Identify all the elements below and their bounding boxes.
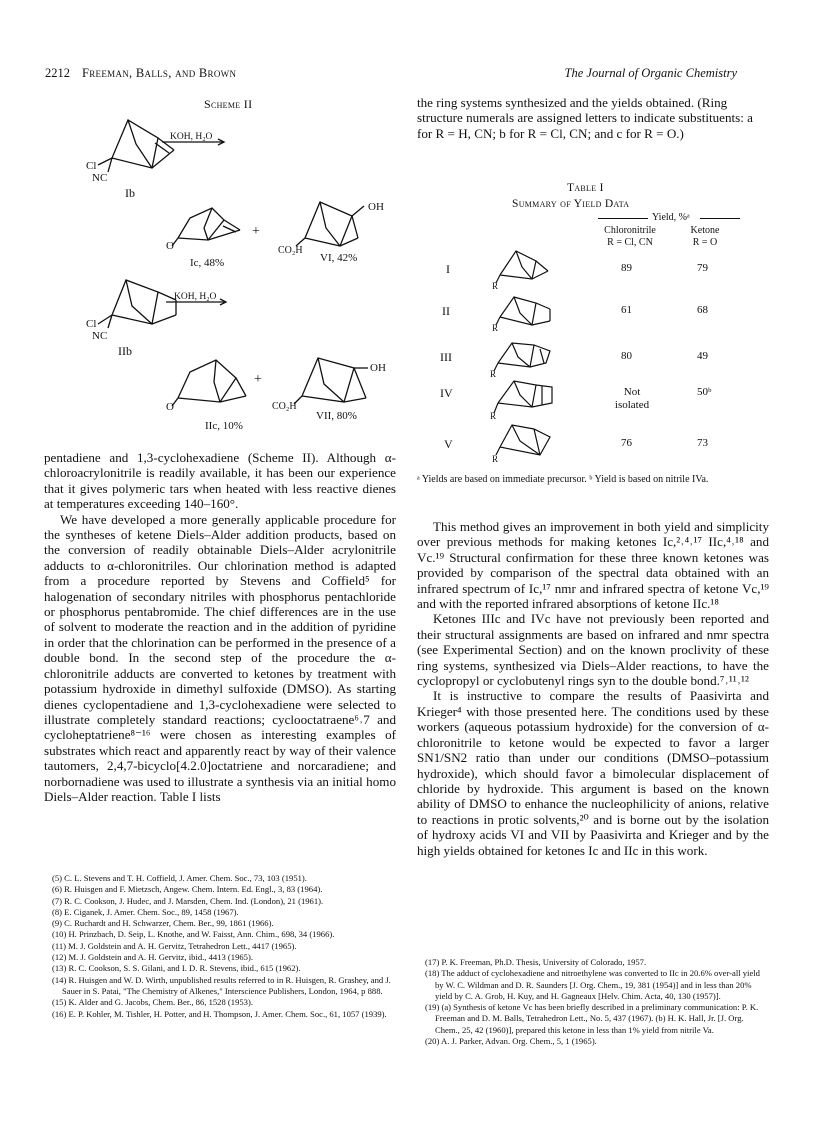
label-nc-bottom: NC	[92, 330, 108, 342]
structure-iib	[98, 280, 176, 328]
structure-ic	[172, 208, 240, 246]
footnote: (10) H. Prinzbach, D. Seip, L. Knothe, and W. Faisst, Ann. Chim., 698, 34 (1966).	[52, 929, 335, 940]
yield-header-rule-left	[598, 218, 648, 219]
label-cl-top: Cl	[86, 160, 97, 172]
right-intro-paragraph: the ring systems synthesized and the yields obtained. (Ring structure numerals are assigned letters to indicate substituents: a for R = H, CN; b for R = Cl, CN; and c for R = O.)	[417, 95, 753, 141]
row-numeral: I	[446, 262, 450, 276]
journal-title: The Journal of Organic Chemistry	[564, 66, 737, 80]
cell-ketone: 68	[697, 304, 708, 316]
footnote: (17) P. K. Freeman, Ph.D. Thesis, University of Colorado, 1957.	[425, 957, 647, 967]
table-title: Table I	[567, 182, 604, 194]
footnote: (8) E. Ciganek, J. Amer. Chem. Soc., 89, 1458 (1967).	[52, 906, 239, 917]
label-co2h-vii: CO₂H	[272, 401, 297, 412]
label-ic-yield: Ic, 48%	[190, 257, 225, 269]
structure-vii	[294, 358, 368, 404]
yield-header: Yield, %ᵃ	[652, 212, 690, 223]
label-ib: Ib	[125, 186, 135, 200]
structure-iii	[494, 343, 550, 371]
right-intro-text	[417, 95, 769, 141]
structure-iv	[494, 381, 552, 413]
label-co2h-vi: CO₂H	[278, 245, 303, 256]
table-structures	[480, 245, 570, 470]
left-column-text	[44, 450, 396, 804]
footnote: (16) E. P. Kohler, M. Tishler, H. Potter, and H. Thompson, J. Amer. Chem. Soc., 61, 1057 (1939).	[52, 1008, 387, 1019]
reagent-top: KOH, H₂O	[170, 132, 213, 142]
footnote: (5) C. L. Stevens and T. H. Coffield, J. Amer. Chem. Soc., 73, 103 (1951).	[52, 873, 307, 883]
footnote: (13) R. C. Cookson, S. S. Gilani, and I. D. R. Stevens, ibid., 615 (1962).	[52, 963, 301, 974]
footnote: (6) R. Huisgen and F. Mietzsch, Angew. Chem. Intern. Ed. Engl., 3, 83 (1964).	[52, 884, 323, 895]
label-o-iic: O	[166, 401, 174, 413]
cell-chloronitrile: Not isolated	[614, 386, 650, 411]
cell-ketone: 73	[697, 437, 708, 449]
right-footnotes	[425, 957, 770, 1047]
left-paragraph: We have developed a more generally applicable procedure for the syntheses of ketene Diels–Alder addition products, based on the conversion of readily obtainable Diels–Alder acrylonitrile adducts to α-chloronitriles. Our chlorination method is adapted from a procedure reported by Stevens and Coffield⁵ for halogenation of secondary nitriles with phosphorus pentachloride or phosphorus pentabromide. The chief differences are in the use of solvent to moderate the reaction and in the addition of pyridine in order that the chlorination can be performed in the presence of a double bond. In the second step of the procedure the α-chloronitrile adducts are converted to ketones by treatment with potassium hydroxide in dimethyl sulfoxide (DMSO). As starting dienes cyclopentadiene and 1,3-cyclohexadiene were selected to illustrate completely standard reactions; cyclooctatraene⁶˒7 and cycloheptatriene⁸⁻¹⁶ were chosen as interesting examples of substrates which react and apparently react by way of their valence tautomers, 2,4,7-bicyclo[4.2.0]octatriene and norcaradiene; and norbornadiene was used to illustrate a synthesis via an initial homo Diels–Alder reaction. Table I lists	[44, 511, 396, 804]
label-vii-yield: VII, 80%	[316, 410, 357, 422]
cell-ketone: 50ᵇ	[697, 386, 712, 398]
row-numeral: II	[442, 304, 450, 318]
row-numeral: III	[440, 350, 452, 364]
r-label: R	[490, 369, 497, 379]
row-numeral: V	[444, 437, 453, 451]
label-iib: IIb	[118, 344, 132, 358]
cell-chloronitrile: 80	[621, 350, 632, 362]
footnote: (18) The adduct of cyclohexadiene and nitroethylene was converted to IIc in 20.6% over-all yield by W. C. Wildman and D. R. Saunders [J. Org. Chem., 19, 381 (1954)] and in less than 20% yield by C. A. Grob, H. Kuy, and H. Gagneaux [Helv. Chim. Acta, 40, 130 (1957)].	[425, 968, 760, 1001]
table-footnote: ᵃ Yields are based on immediate precursor. ᵇ Yield is based on nitrile IVa.	[417, 474, 709, 485]
label-cl-bottom: Cl	[86, 318, 97, 330]
r-label: R	[492, 454, 499, 464]
scheme-title: Scheme II	[204, 97, 253, 111]
reagent-bottom: KOH, H₂O	[174, 292, 217, 302]
cell-chloronitrile: 76	[621, 437, 632, 449]
footnote: (9) C. Ruchardt and H. Schwarzer, Chem. Ber., 99, 1861 (1966).	[52, 918, 274, 929]
cell-ketone: 49	[697, 350, 708, 362]
structure-iic	[172, 360, 246, 406]
r-label: R	[490, 411, 497, 421]
right-paragraph: It is instructive to compare the results of Paasivirta and Krieger⁴ with those presented here. The conditions used by these workers (aqueous potassium hydroxide) for the conversion of α-chloronitrile to ketone would be expected to favor a larger SN1/SN2 ratio than under our conditions (DMSO–potassium hydroxide), which should favor a bimolecular displacement of chloride by hydroxide. This argument is based on the known ability of DMSO to enhance the nucleophilicity of anions, relative to reactions in protic solvents,²⁰ and is borne out by the isolation of hydroxy acids VI and VII by Paasivirta and Krieger and by the high yields obtained for ketones Ic and IIc in this work.	[417, 688, 769, 858]
cell-chloronitrile: 89	[621, 262, 632, 274]
label-iic-yield: IIc, 10%	[205, 420, 243, 432]
col-header-chloronitrile: Chloronitrile	[604, 225, 656, 236]
r-label: R	[492, 281, 499, 291]
plus-top: +	[252, 224, 260, 239]
structure-i	[496, 251, 548, 283]
footnote: (12) M. J. Goldstein and A. H. Gervitz, ibid., 4413 (1965).	[52, 952, 253, 963]
left-paragraph: pentadiene and 1,3-cyclohexadiene (Scheme II). Although α-chloroacrylonitrile is readily available, it has been our experience that it gives polymeric tars when heated with less reactive dienes at temperatures exceeding 140–160°.	[44, 450, 396, 512]
col-header-ketone-sub: R = O	[692, 237, 718, 248]
right-column-text	[417, 519, 769, 858]
structure-ib	[98, 120, 174, 172]
page-number: 2212	[45, 66, 70, 80]
cell-ketone: 79	[697, 262, 708, 274]
label-vi-yield: VI, 42%	[320, 252, 358, 264]
footnote: (20) A. J. Parker, Advan. Org. Chem., 5, 1 (1965).	[425, 1036, 597, 1047]
col-header-chloronitrile-sub: R = Cl, CN	[607, 237, 653, 248]
structure-v	[496, 425, 550, 455]
label-nc-top: NC	[92, 172, 108, 184]
r-label: R	[492, 323, 499, 333]
left-footnotes	[52, 873, 397, 1020]
right-paragraph: This method gives an improvement in both yield and simplicity over previous methods for making ketones Ic,²˒⁴˒¹⁷ IIc,⁴˒¹⁸ and Vc.¹⁹ Structural confirmation for these three known ketones was provided by comparison of the spectral data obtained with an infrared spectrum of Ic,¹⁷ nmr and infrared spectra of ketone Vc,¹⁹ and with the reported infrared absorptions of ketone IIc.¹⁸	[417, 519, 769, 612]
table-subtitle: Summary of Yield Data	[512, 198, 630, 210]
footnote: (14) R. Huisgen and W. D. Wirth, unpublished results referred to in R. Huisgen, R. Grashey, and J. Sauer in S. Patai, "The Chemistry of Alkenes," Interscience Publishers, London, 1964, p 888.	[52, 974, 391, 996]
cell-chloronitrile: 61	[621, 304, 632, 316]
structure-ii	[496, 297, 550, 325]
col-header-ketone: Ketone	[690, 225, 720, 236]
footnote: (11) M. J. Goldstein and A. H. Gervitz, Tetrahedron Lett., 4417 (1965).	[52, 940, 297, 951]
footnote: (15) K. Alder and G. Jacobs, Chem. Ber., 86, 1528 (1953).	[52, 997, 253, 1008]
label-oh-vi: OH	[368, 201, 384, 213]
footnote: (19) (a) Synthesis of ketone Vc has been briefly described in a preliminary communication: P. K. Freeman and D. M. Balls, Tetrahedron Lett., No. 5, 437 (1967). (b) H. K. Hall, Jr. [J. Org. Chem., 25, 42 (1960)], prepared this ketone in less than 1% yield from nitrile Va.	[425, 1002, 759, 1035]
structure-vi	[296, 202, 364, 246]
footnote: (7) R. C. Cookson, J. Hudec, and J. Marsden, Chem. Ind. (London), 21 (1961).	[52, 895, 324, 906]
plus-bottom: +	[254, 372, 262, 387]
right-paragraph: Ketones IIIc and IVc have not previously been reported and their structural assignments are based on infrared and nmr spectra (see Experimental Section) and on the known proclivity of these ring systems, synthesized via Diels–Alder reactions, to have the cyclopropyl or cyclobutenyl rings syn to the double bond.⁷˒¹¹˒¹²	[417, 611, 769, 689]
label-oh-vii: OH	[370, 362, 386, 374]
running-authors: Freeman, Balls, and Brown	[82, 66, 237, 80]
yield-header-rule-right	[700, 218, 740, 219]
row-numeral: IV	[440, 386, 453, 400]
label-o-ic: O	[166, 240, 174, 252]
